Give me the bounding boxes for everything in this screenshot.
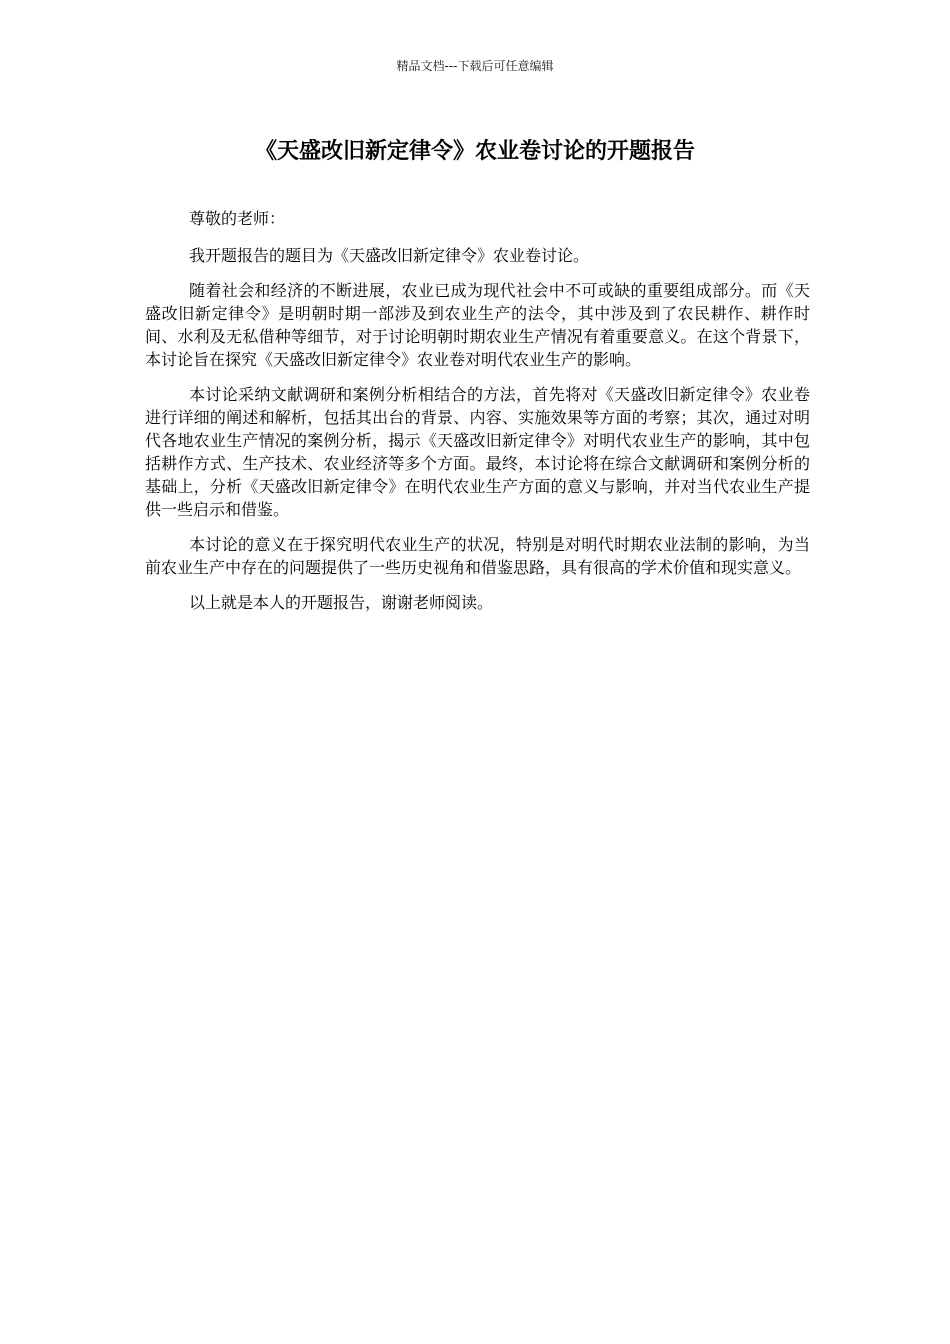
paragraph-background: 随着社会和经济的不断进展，农业已成为现代社会中不可或缺的重要组成部分。而《天盛改旧新定律令》是明朝时期一部涉及到农业生产的法令，其中涉及到了农民耕作、耕作时间、水利及无私借种等细节，对于讨论明朝时期农业生产情况有着重要意义。在这个背景下，本讨论旨在探究《天盛改旧新定律令》农业卷对明代农业生产的影响。 xyxy=(145,281,810,369)
header-note: 精品文档---下载后可任意编辑 xyxy=(396,59,554,73)
paragraph-method: 本讨论采纳文献调研和案例分析相结合的方法，首先将对《天盛改旧新定律令》农业卷进行详细的阐述和解析，包括其出台的背景、内容、实施效果等方面的考察；其次，通过对明代各地农业生产情况的案例分析，揭示《天盛改旧新定律令》对明代农业生产的影响，其中包括耕作方式、生产技术、农业经济等多个方面。最终，本讨论将在综合文献调研和案例分析的基础上，分析《天盛改旧新定律令》在明代农业生产方面的意义与影响，并对当代农业生产提供一些启示和借鉴。 xyxy=(145,385,810,519)
paragraph-topic: 我开题报告的题目为《天盛改旧新定律令》农业卷讨论。 xyxy=(189,246,590,265)
document-body xyxy=(145,207,810,626)
salutation: 尊敬的老师： xyxy=(189,209,286,228)
paragraph-significance: 本讨论的意义在于探究明代农业生产的状况，特别是对明代时期农业法制的影响，为当前农业生产中存在的问题提供了一些历史视角和借鉴思路，具有很高的学术价值和现实意义。 xyxy=(145,535,810,577)
paragraph-closing: 以上就是本人的开题报告，谢谢老师阅读。 xyxy=(189,593,494,612)
document-title: 《天盛改旧新定律令》农业卷讨论的开题报告 xyxy=(254,139,695,164)
